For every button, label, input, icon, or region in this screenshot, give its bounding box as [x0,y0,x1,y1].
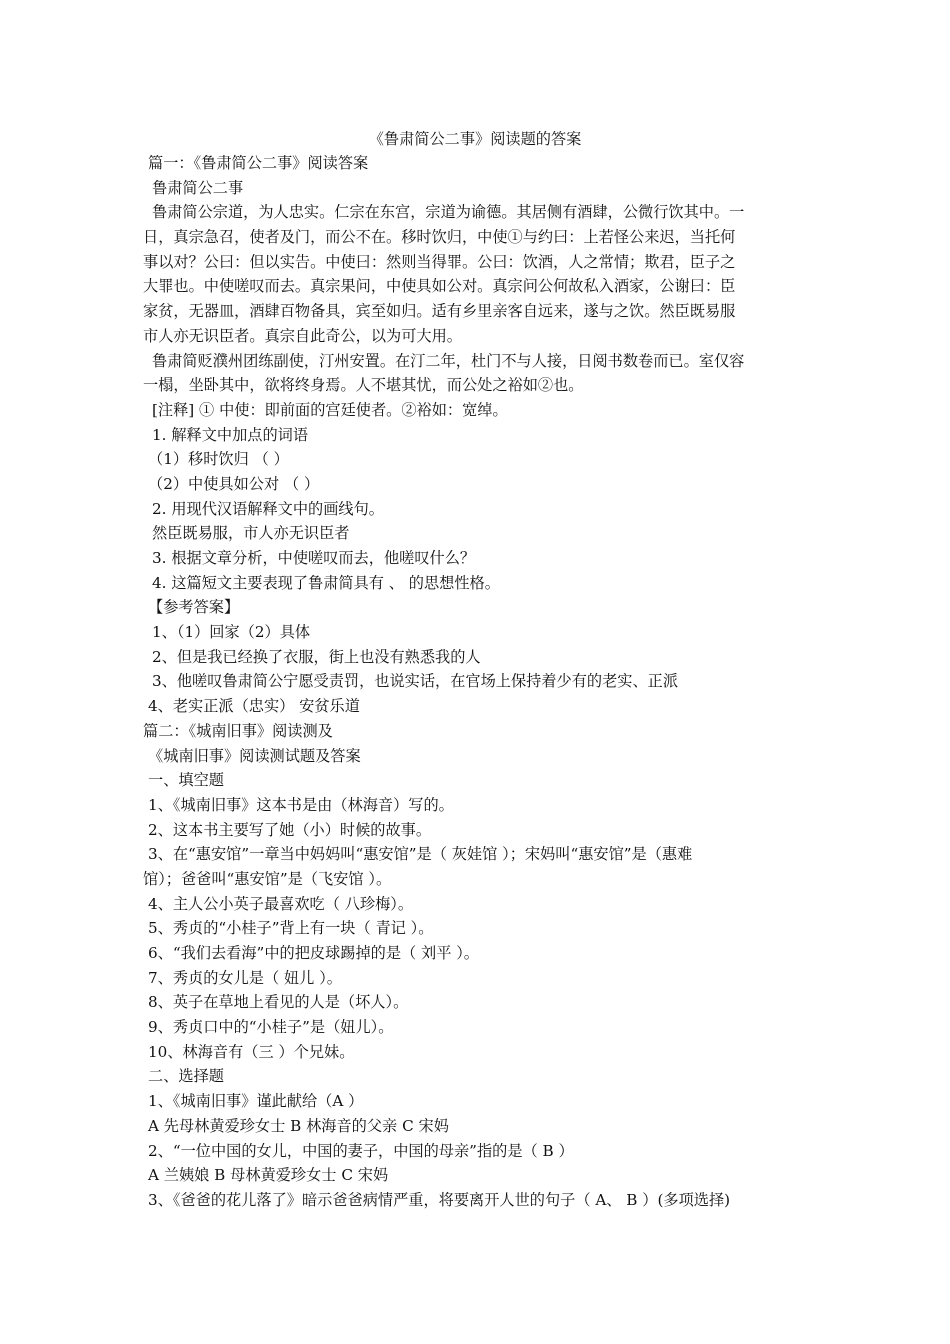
text-line: 一、填空题 [148,771,224,790]
text-line: 1、《城南旧事》这本书是由（林海音）写的。 [148,795,454,814]
text-line: 二、选择题 [148,1067,224,1086]
text-line: （1）移时饮归 （ ） [148,450,289,469]
text-line: 4. 这篇短文主要表现了鲁肃简具有 、 的思想性格。 [152,573,500,592]
text-line: 3、《爸爸的花儿落了》暗示爸爸病情严重，将要离开人世的句子（ A、 B ）(多项选择) [148,1190,731,1209]
text-line: 9、秀贞口中的“小桂子”是（妞儿）。 [148,1018,394,1037]
text-line: 馆）；爸爸叫“惠安馆”是（飞安馆 ）。 [143,869,392,888]
text-line: 2、“一位中国的女儿，中国的妻子，中国的母亲”指的是（ B ） [148,1141,574,1160]
text-line: 鲁肃简公宗道，为人忠实。仁宗在东宫，宗道为谕德。其居侧有酒肆，公微行饮其中。一 [152,203,745,222]
text-line: 【参考答案】 [148,598,240,617]
text-line: 8、英子在草地上看见的人是（坏人）。 [148,993,409,1012]
text-line: （2）中使具如公对 （ ） [148,474,320,493]
text-line: 10、林海音有（三 ）个兄妹。 [148,1042,355,1061]
text-line: [注释] ① 中使：即前面的宫廷使者。②裕如：宽绰。 [152,400,508,419]
document-body [143,151,813,1213]
text-line: 然臣既易服，市人亦无识臣者 [152,524,350,543]
text-line: 大罪也。中使嗟叹而去。真宗果问，中使具如公对。真宗问公何故私入酒家，公谢曰：臣 [143,277,736,296]
text-line: A 兰姨娘 B 母林黄爱珍女士 C 宋妈 [148,1166,389,1185]
text-line: 2、但是我已经换了衣服，街上也没有熟悉我的人 [152,647,481,666]
text-line: 3、在“惠安馆”一章当中妈妈叫“惠安馆”是（ 灰娃馆 ）；宋妈叫“惠安馆”是（惠难 [148,845,693,864]
text-line: 鲁肃简公二事 [152,178,244,197]
text-line: 7、秀贞的女儿是（ 妞儿 ）。 [148,968,342,987]
text-line: 3. 根据文章分析，中使嗟叹而去，他嗟叹什么？ [152,549,476,567]
text-line: 篇一：《鲁肃简公二事》阅读答案 [148,154,369,172]
text-line: 鲁肃简贬濮州团练副使，汀州安置。在汀二年，杜门不与人接，日阅书数卷而已。室仅容 [152,351,745,370]
text-line: 1. 解释文中加点的词语 [152,425,309,444]
text-line: 3、他嗟叹鲁肃简公宁愿受责罚，也说实话，在官场上保持着少有的老实、正派 [152,672,679,691]
text-line: 4、老实正派（忠实） 安贫乐道 [148,697,360,716]
text-line: A 先母林黄爱珍女士 B 林海音的父亲 C 宋妈 [148,1116,449,1135]
text-line: 事以对？公曰：但以实告。中使曰：然则当得罪。公曰：饮酒，人之常情；欺君，臣子之 [143,252,736,271]
text-line: 一榻，坐卧其中，欲将终身焉。人不堪其忧，而公处之裕如②也。 [143,376,584,395]
text-line: 5、秀贞的“小桂子”背上有一块（ 青记 ）。 [148,919,434,938]
text-line: 4、主人公小英子最喜欢吃（ 八珍梅）。 [148,894,414,913]
text-line: 1、（1）回家（2）具体 [152,623,311,642]
text-line: 家贫，无器皿，酒肆百物备具，宾至如归。适有乡里亲客自远来，遂与之饮。然臣既易服 [143,302,736,321]
text-line: 《城南旧事》阅读测试题及答案 [148,746,361,765]
document-title: 《鲁肃简公二事》阅读题的答案 [368,130,582,148]
text-line: 市人亦无识臣者。真宗自此奇公，以为可大用。 [143,326,462,345]
text-line: 6、“我们去看海”中的把皮球踢掉的是（ 刘平 ）。 [148,944,479,962]
text-line: 2、这本书主要写了她（小）时候的故事。 [148,820,432,839]
text-line: 1、《城南旧事》谨此献给（A ） [148,1092,364,1111]
text-line: 日，真宗急召，使者及门，而公不在。移时饮归，中使①与约曰：上若怪公来迟，当托何 [143,228,736,247]
text-line: 篇二：《城南旧事》阅读测及 [143,721,333,740]
text-line: 2. 用现代汉语解释文中的画线句。 [152,499,384,518]
